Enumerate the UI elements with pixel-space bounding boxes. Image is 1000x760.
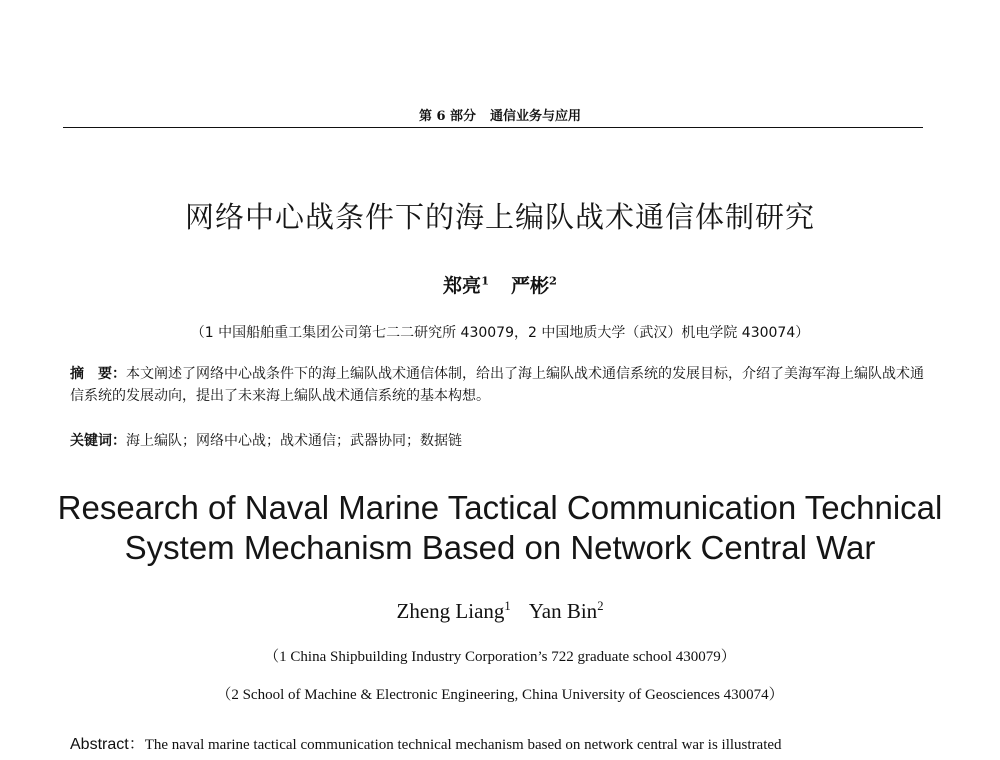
author-cn-2: 严彬 [511,275,550,297]
author-en-1-affil-mark: 1 [504,599,511,613]
english-affiliation-2: （2 School of Machine & Electronic Engineering, China University of Geosciences 430074） [216,687,784,703]
english-abstract [70,731,950,754]
chinese-abstract-label: 摘 要： [70,366,126,382]
chinese-keywords-text: 海上编队；网络中心战；战术通信；武器协同；数据链 [126,433,462,449]
english-authors [0,599,1000,624]
author-en-1: Zheng Liang [396,599,505,623]
author-en-2-affil-mark: 2 [597,599,604,613]
english-abstract-text: The naval marine tactical communication technical mechanism based on network central war is illustrated [144,737,782,753]
english-title [0,488,1000,568]
english-abstract-label: Abstract： [70,736,145,753]
english-title-line-2: System Mechanism Based on Network Central War [124,529,876,566]
english-title-line-1: Research of Naval Marine Tactical Communication Technical [57,489,943,526]
running-header [0,105,1000,124]
author-en-2: Yan Bin [528,599,598,623]
chinese-affiliations: （1 中国船舶重工集团公司第七二二研究所 430079，2 中国地质大学（武汉）机电学院 430074） [190,325,810,341]
author-cn-1-affil-mark: 1 [481,273,489,288]
chinese-keywords-label: 关键词： [70,433,126,449]
english-affiliation-1: （1 China Shipbuilding Industry Corporation’s 722 graduate school 430079） [264,649,736,665]
header-section: 通信业务与应用 [490,109,582,124]
header-rule [63,127,923,128]
chinese-abstract-text: 本文阐述了网络中心战条件下的海上编队战术通信体制，给出了海上编队战术通信系统的发展目标，介绍了美海军海上编队战术通信系统的发展动向，提出了未来海上编队战术通信系统的基本构想。 [70,366,924,404]
chinese-keywords [70,430,930,450]
chinese-abstract [70,363,930,407]
chinese-authors [0,271,1000,298]
author-cn-2-affil-mark: 2 [549,273,557,288]
header-part: 第 6 部分 [418,109,477,124]
author-cn-1: 郑亮 [443,275,482,297]
chinese-title: 网络中心战条件下的海上编队战术通信体制研究 [184,200,815,234]
